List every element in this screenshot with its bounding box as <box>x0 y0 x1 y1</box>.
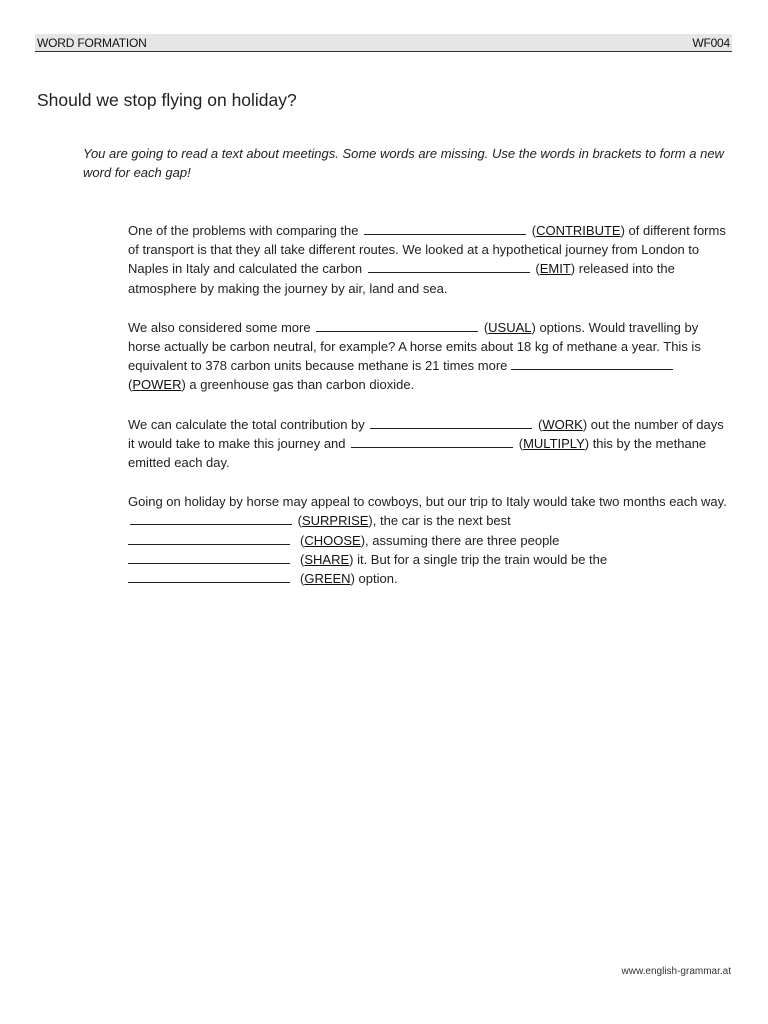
answer-gap[interactable] <box>351 435 513 448</box>
text-segment: ) options. Would travelling by horse actually be carbon neutral, for example? A horse emits about 18 kg of methane a year. This is equivalent to 378 carbon units because methane is 21 times more <box>128 319 701 374</box>
text-segment: ) this by the methane emitted each day. <box>128 435 707 471</box>
text-segment: One of the problems with comparing the <box>128 223 359 238</box>
text-segment: ) a greenhouse gas than carbon dioxide. <box>181 377 415 393</box>
keyword: EMIT <box>539 261 571 277</box>
text-segment: ) out the number of days it would take to make this journey and <box>128 416 724 451</box>
keyword: WORK <box>542 416 583 432</box>
answer-gap[interactable] <box>364 222 526 235</box>
text-segment: ), assuming there are three people <box>360 532 560 548</box>
page-title: Should we stop flying on holiday? <box>37 90 297 110</box>
worksheet-header <box>35 34 732 52</box>
keyword: CONTRIBUTE <box>536 223 621 238</box>
paragraph-1: One of the problems with comparing the (CONTRIBUTE) of different forms of transport is that they all take different routes. We looked at a hypothetical journey from London to Naples in Italy and calculated the carbon (EMIT) released into the atmosphere by making the journey by air, land and sea. <box>128 223 726 296</box>
text-segment: Going on holiday by horse may appeal to cowboys, but our trip to Italy would take two months each way. <box>128 494 727 510</box>
answer-gap[interactable] <box>128 551 290 564</box>
answer-gap[interactable] <box>130 512 292 525</box>
footer-url: www.english-grammar.at <box>621 966 731 977</box>
paragraph-2: We also considered some more (USUAL) options. Would travelling by horse actually be carbon neutral, for example? A horse emits about 18 kg of methane a year. This is equivalent to 378 carbon units because methane is 21 times more (POWER) a greenhouse gas than carbon dioxide. <box>128 319 701 393</box>
keyword: GREEN <box>304 571 351 587</box>
keyword: USUAL <box>488 319 532 335</box>
text-segment: We also considered some more <box>128 319 311 335</box>
keyword: SURPRISE <box>301 513 369 529</box>
header-code: WF004 <box>692 35 730 50</box>
instructions: You are going to read a text about meetings. Some words are missing. Use the words in brackets to form a new word for each gap! <box>83 146 724 180</box>
answer-gap[interactable] <box>511 357 673 370</box>
answer-gap[interactable] <box>128 532 290 545</box>
text-segment: ) of different forms of transport is that they all take different routes. We looked at a hypothetical journey from London to Naples in Italy and calculated the carbon <box>128 223 726 277</box>
header-category: WORD FORMATION <box>37 35 147 50</box>
answer-gap[interactable] <box>128 570 290 583</box>
paragraph-4: Going on holiday by horse may appeal to cowboys, but our trip to Italy would take two months each way. (SURPRISE), the car is the next best (CHOOSE), assuming there are three people (SHARE) it. But for a single trip the train would be the (GREEN) option. <box>128 494 727 587</box>
text-segment: ) option. <box>350 571 398 587</box>
keyword: SHARE <box>304 551 350 567</box>
answer-gap[interactable] <box>368 260 530 273</box>
answer-gap[interactable] <box>316 319 478 332</box>
text-segment: We can calculate the total contribution by <box>128 416 365 432</box>
answer-gap[interactable] <box>370 416 532 429</box>
text-segment: ) released into the atmosphere by making the journey by air, land and sea. <box>128 261 675 296</box>
keyword: CHOOSE <box>304 532 361 548</box>
exercise-text <box>128 221 733 608</box>
text-segment: ), the car is the next best <box>368 513 511 529</box>
keyword: POWER <box>132 377 182 393</box>
paragraph-3: We can calculate the total contribution by (WORK) out the number of days it would take to make this journey and (MULTIPLY) this by the methane emitted each day. <box>128 416 724 471</box>
text-segment: ) it. But for a single trip the train would be the <box>349 551 608 567</box>
keyword: MULTIPLY <box>523 435 585 451</box>
